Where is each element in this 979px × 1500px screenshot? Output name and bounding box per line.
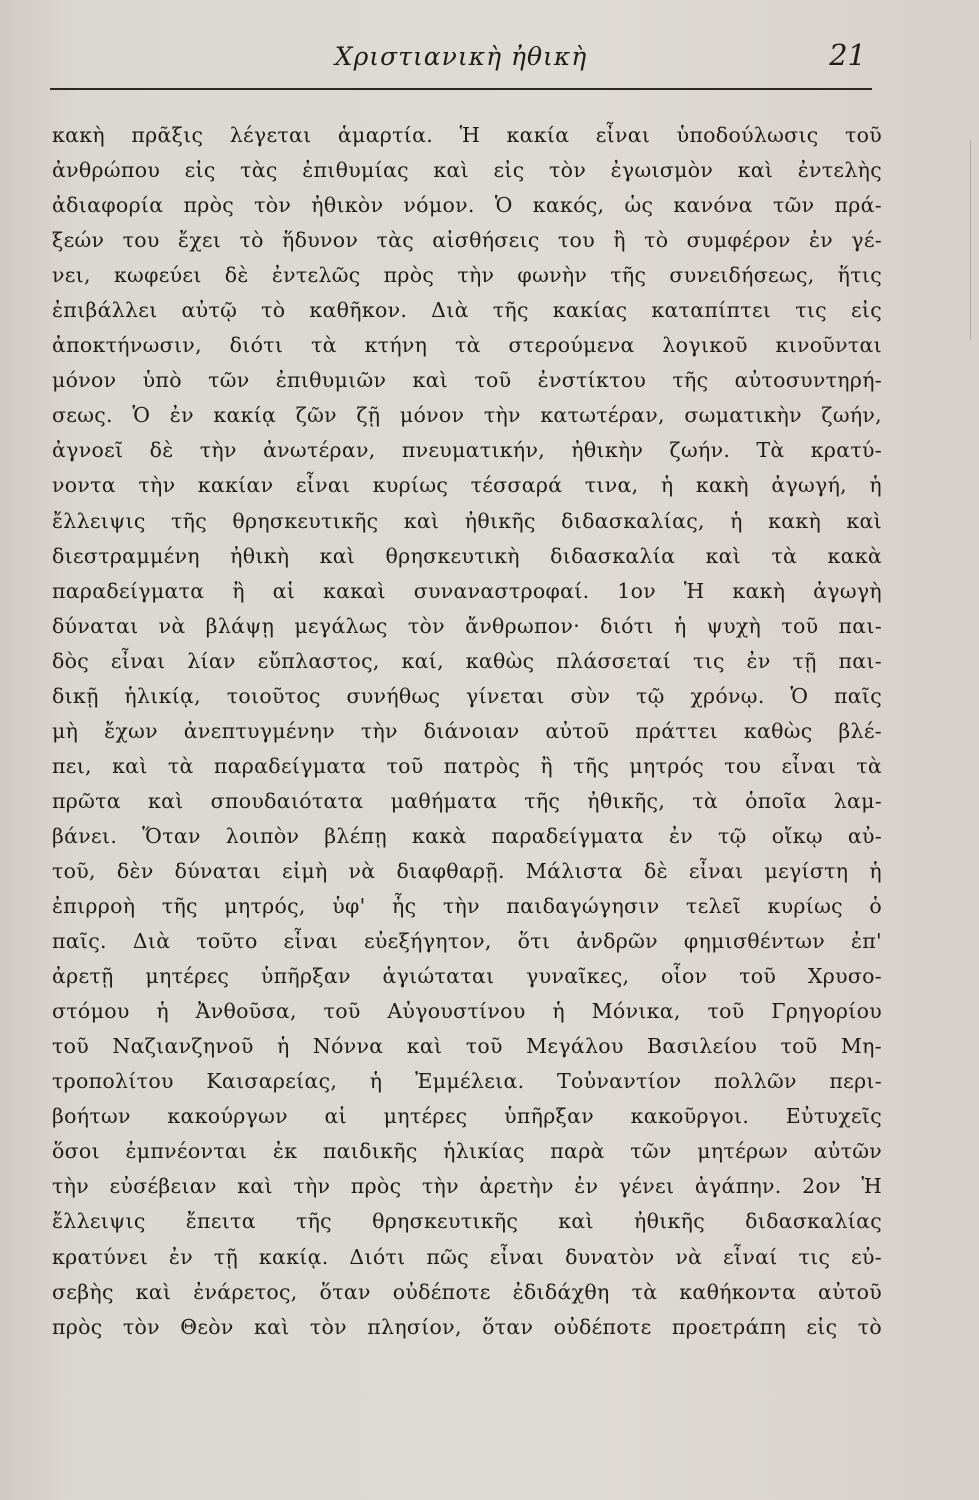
header-rule (50, 88, 872, 90)
text-line: βοήτων κακούργων αἱ μητέρες ὑπῆρξαν κακοῦργοι. Εὐτυχεῖς (52, 1104, 882, 1129)
text-line: ξεών του ἔχει τὸ ἥδυνον τὰς αἰσθήσεις του ἢ τὸ συμφέρον ἐν γέ- (52, 228, 882, 253)
text-line: ἀρετῇ μητέρες ὑπῆρξαν ἁγιώταται γυναῖκες, οἷον τοῦ Χρυσο- (52, 964, 882, 989)
text-line: ἀποκτήνωσιν, διότι τὰ κτήνη τὰ στερούμενα λογικοῦ κινοῦνται (52, 333, 882, 358)
text-line: ἀνθρώπου εἰς τὰς ἐπιθυμίας καὶ εἰς τὸν ἐγωισμὸν καὶ ἐντελὴς (52, 158, 882, 183)
text-line: σεβὴς καὶ ἐνάρετος, ὅταν οὐδέποτε ἐδιδάχθη τὰ καθήκοντα αὐτοῦ (52, 1279, 882, 1304)
text-line: πει, καὶ τὰ παραδείγματα τοῦ πατρὸς ἢ τῆς μητρός του εἶναι τὰ (52, 753, 882, 778)
text-line: τὴν εὐσέβειαν καὶ τὴν πρὸς τὴν ἀρετὴν ἐν γένει ἀγάπην. 2ον Ἡ (52, 1174, 882, 1199)
text-line: παραδείγματα ἢ αἱ κακαὶ συναναστροφαί. 1ον Ἡ κακὴ ἀγωγὴ (52, 578, 882, 603)
text-line: στόμου ἡ Ἀνθοῦσα, τοῦ Αὐγουστίνου ἡ Μόνικα, τοῦ Γρηγορίου (52, 999, 882, 1024)
page-header (50, 38, 872, 82)
text-line: νοντα τὴν κακίαν εἶναι κυρίως τέσσαρά τινα, ἡ κακὴ ἀγωγή, ἡ (52, 473, 882, 498)
text-line: ἐπιβάλλει αὐτῷ τὸ καθῆκον. Διὰ τῆς κακίας καταπίπτει τις εἰς (52, 298, 882, 323)
text-line: κρατύνει ἐν τῇ κακίᾳ. Διότι πῶς εἶναι δυνατὸν νὰ εἶναί τις εὐ- (52, 1244, 882, 1269)
text-line: παῖς. Διὰ τοῦτο εἶναι εὐεξήγητον, ὅτι ἀνδρῶν φημισθέντων ἐπ' (52, 929, 882, 954)
text-line: ἀγνοεῖ δὲ τὴν ἀνωτέραν, πνευματικήν, ἠθικὴν ζωήν. Τὰ κρατύ- (52, 438, 882, 463)
text-line: ἔλλειψις τῆς θρησκευτικῆς καὶ ἠθικῆς διδασκαλίας, ἡ κακὴ καὶ (52, 508, 882, 533)
text-line: ὅσοι ἐμπνέονται ἐκ παιδικῆς ἡλικίας παρὰ τῶν μητέρων αὐτῶν (52, 1139, 882, 1164)
margin-mark (900, 140, 971, 340)
text-line: διεστραμμένη ἠθικὴ καὶ θρησκευτικὴ διδασκαλία καὶ τὰ κακὰ (52, 543, 882, 568)
text-line: ἀδιαφορία πρὸς τὸν ἠθικὸν νόμον. Ὁ κακός, ὡς κανόνα τῶν πρά- (52, 193, 882, 218)
page-number: 21 (829, 38, 866, 72)
text-line: κακὴ πρᾶξις λέγεται ἁμαρτία. Ἡ κακία εἶναι ὑποδούλωσις τοῦ (52, 123, 882, 147)
text-line: ἔλλειψις ἔπειτα τῆς θρησκευτικῆς καὶ ἠθικῆς διδασκαλίας (52, 1209, 882, 1234)
text-line: σεως. Ὁ ἐν κακίᾳ ζῶν ζῇ μόνον τὴν κατωτέραν, σωματικὴν ζωήν, (52, 403, 882, 428)
body-text (52, 118, 882, 1345)
text-line: πρὸς τὸν Θεὸν καὶ τὸν πλησίον, ὅταν οὐδέποτε προετράπη εἰς τὸ (52, 1314, 882, 1339)
text-line: πρῶτα καὶ σπουδαιότατα μαθήματα τῆς ἠθικῆς, τὰ ὁποῖα λαμ- (52, 788, 882, 813)
text-line: ἐπιρροὴ τῆς μητρός, ὑφ' ἧς τὴν παιδαγώγησιν τελεῖ κυρίως ὁ (52, 894, 882, 919)
text-line: νει, κωφεύει δὲ ἐντελῶς πρὸς τὴν φωνὴν τῆς συνειδήσεως, ἥτις (52, 263, 882, 288)
text-line: βάνει. Ὅταν λοιπὸν βλέπῃ κακὰ παραδείγματα ἐν τῷ οἴκῳ αὐ- (52, 823, 882, 848)
text-line: τοῦ, δὲν δύναται εἰμὴ νὰ διαφθαρῇ. Μάλιστα δὲ εἶναι μεγίστη ἡ (52, 858, 882, 883)
text-line: δὸς εἶναι λίαν εὔπλαστος, καί, καθὼς πλάσσεταί τις ἐν τῇ παι- (52, 648, 882, 673)
text-line: δικῇ ἡλικίᾳ, τοιοῦτος συνήθως γίνεται σὺν τῷ χρόνῳ. Ὁ παῖς (52, 683, 882, 708)
text-line: μόνον ὑπὸ τῶν ἐπιθυμιῶν καὶ τοῦ ἐνστίκτου τῆς αὐτοσυντηρή- (52, 368, 882, 393)
text-line: δύναται νὰ βλάψῃ μεγάλως τὸν ἄνθρωπον· διότι ἡ ψυχὴ τοῦ παι- (52, 613, 882, 638)
text-line: μὴ ἔχων ἀνεπτυγμένην τὴν διάνοιαν αὐτοῦ πράττει καθὼς βλέ- (52, 718, 882, 743)
text-line: τροπολίτου Καισαρείας, ἡ Ἐμμέλεια. Τοὐναντίον πολλῶν περι- (52, 1069, 882, 1094)
running-title: Χριστιανικὴ ἠθικὴ (334, 42, 588, 71)
text-line: τοῦ Ναζιανζηνοῦ ἡ Νόννα καὶ τοῦ Μεγάλου Βασιλείου τοῦ Μη- (52, 1034, 882, 1059)
